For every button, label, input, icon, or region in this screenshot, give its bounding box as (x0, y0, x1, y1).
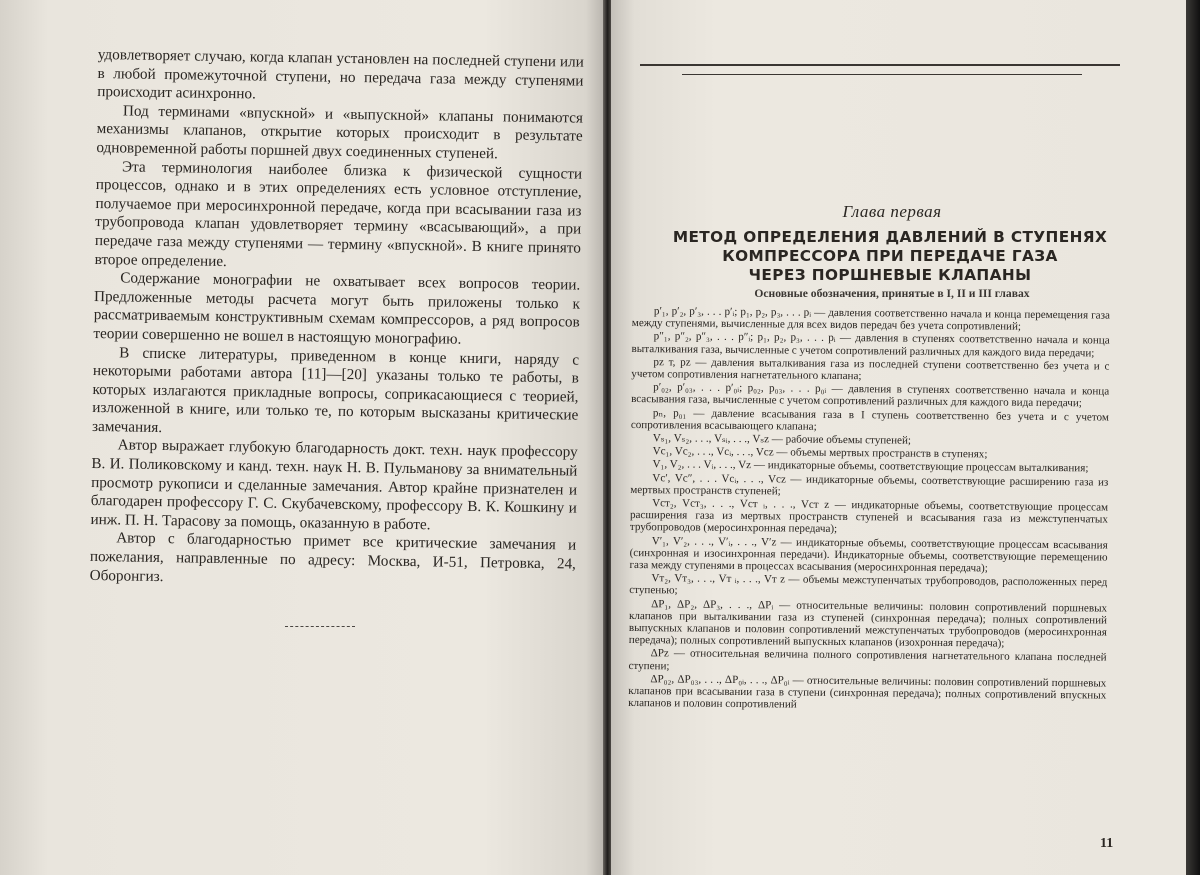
chapter-label: Глава первая (842, 202, 942, 221)
notation-entry: Vcт₂, Vcт₃, . . ., Vcт ᵢ, . . ., Vcт z — индикаторные объемы, соответствующие процессам расширения газа из мертвых пространств ступеней и всасывания газа из межступенчатых трубопроводов (меросинхронная передача); (629, 497, 1109, 536)
left-paragraph: удовлетворяет случаю, когда клапан установлен на последней ступени или в любой промежуточной ступени, но передача газа между ступенями происходит асинхронно. (97, 46, 584, 103)
notation-entry: Vc₁, Vc₂, . . ., Vcᵢ, . . ., Vcz — объемы мертвых пространств в ступенях; (652, 445, 988, 461)
header-rule (682, 74, 1082, 75)
left-paragraph: Автор выражает глубокую благодарность докт. техн. наук профессору В. И. Поликовскому и канд. техн. наук Н. В. Пульманову за внимательный просмотр рукописи и сделанные замечания. Автор крайне признателен и благодарен профессору Г. С. Скубачевскому, профессору В. К. Кошкину и инж. П. Н. Тарасову за помощь, оказанную в работе. (90, 436, 578, 534)
notation-entry: ΔPz — относительная величина полного сопротивления нагнетательного клапана последней ступени; (628, 647, 1107, 673)
book-edge (1186, 0, 1200, 875)
left-paragraph: Автор с благодарностью примет все критические замечания и пожелания, направленные по адресу: Москва, И-51, Петровка, 24, Оборонгиз. (89, 529, 577, 585)
chapter-title (640, 228, 1140, 285)
notation-subtitle: Основные обозначения, принятые в I, II и III главах (754, 287, 1030, 300)
notation-entry: pₙ, p₀₁ — давление всасывания газа в I ступень соответственно без учета и с учетом сопротивления всасывающего клапана; (630, 406, 1110, 433)
notation-entry: pz т, pz — давления выталкивания газа из последней ступени соответственно без учета и с учетом сопротивления нагнетательного клапана; (631, 356, 1110, 383)
notation-list (628, 305, 1110, 715)
notation-entry: Vc′, Vc″, . . . Vcᵢ, . . ., Vcz — индикаторные объемы, соответствующие расширению газа из мертвых пространств ступеней; (630, 471, 1109, 498)
notation-entry: p′₁, p′₂, p′₃, . . . p′ᵢ; p₁, p₂, p₃, . . . pᵢ — давления соответственно начала и конца перемещения газа между ступенями, вычисленные для всех видов передач без учета сопротивлений; (631, 305, 1110, 333)
notation-entry: p′₀₂, p′₀₃, . . . p′₀ᵢ; p₀₂, p₀₃, . . . p₀ᵢ — давления в ступенях соответственно начала и конца всасывания газа, вычисленные с учетом сопротивлений различных для каждого вида передачи; (631, 381, 1110, 410)
left-paragraph: Содержание монографии не охватывает всех вопросов теории. Предложенные методы расчета могут быть приложены только к рассматриваемым конструктивным схемам компрессоров, а ряд вопросов теории совершенно не вошел в настоящую монографию. (93, 269, 581, 348)
section-separator (285, 626, 355, 627)
notation-entry: V′₁, V′₂, . . ., V′ᵢ, . . ., V′z — индикаторные объемы, соответствующие процессам всасывания (синхронная и изосинхронная передачи). Индикаторные объемы, соответствующие перемещению газа между ступенями в процессах всасывания (меросинхронная передача); (629, 534, 1108, 575)
notation-entry: Vₛ₁, Vₛ₂, . . ., Vₛᵢ, . . ., Vₛz — рабочие объемы ступеней; (652, 432, 912, 447)
left-page-text (90, 46, 584, 593)
notation-entry: Vт₂, Vт₃, . . ., Vт ᵢ, . . ., Vт z — объемы межступенчатых трубопроводов, расположенных перед ступенью; (629, 572, 1108, 597)
left-paragraph: В списке литературы, приведенном в конце книги, наряду с некоторыми работами автора [11]—[20] указаны только те работы, в которых излагаются прикладные вопросы, соприкасающиеся с теорией, изложенной в книге, или только те, по которым высказаны критические замечания. (91, 343, 580, 436)
notation-entry: ΔP₁, ΔP₂, ΔP₃, . . ., ΔPᵢ — относительные величины: половин сопротивлений поршневых клапанов при выталкивании газа из ступеней (синхронная передача); полных сопротивлений выпускных клапанов и половин сопротивлений межступенчатых трубопроводов (меросинхронная передача); полных сопротивлений выпускных клапанов (изохронная передача); (628, 597, 1108, 650)
header-rule (640, 64, 1120, 66)
page-number: 11 (1100, 836, 1114, 851)
chapter-title-line: МЕТОД ОПРЕДЕЛЕНИЯ ДАВЛЕНИЙ В СТУПЕНЯХ (672, 228, 1108, 246)
notation-entry: ΔP₀₂, ΔP₀₃, . . ., ΔP₀ᵢ, . . ., ΔP₀ᵢ — относительные величины: половин сопротивлений поршневых клапанов при всасывании газа в ступени (синхронная передача); полных сопротивлений впускных клапанов и половин сопротивлений (628, 673, 1107, 711)
notation-entry: p″₁, p″₂, p″₃, . . . p″ᵢ; p₁, p₂, p₃, . . . pᵢ — давления в ступенях соответственно начала и конца выталкивания газа, вычисленные с учетом сопротивлений различных для каждого вида передачи; (631, 330, 1110, 360)
left-paragraph: Под терминами «впускной» и «выпускной» клапаны понимаются механизмы клапанов, открытие которых происходит в результате одновременной работы поршней двух соединенных ступеней. (96, 102, 584, 163)
chapter-title-line: КОМПРЕССОРА ПРИ ПЕРЕДАЧЕ ГАЗА (722, 247, 1058, 265)
chapter-title-line: ЧЕРЕЗ ПОРШНЕВЫЕ КЛАПАНЫ (748, 266, 1032, 284)
notation-entry: V₁, V₂, . . . Vᵢ, . . ., Vz — индикаторные объемы, соответствующие процессам выталкивания; (652, 458, 1089, 475)
left-paragraph: Эта терминология наиболее близка к физической сущности процессов, однако и в этих определениях есть условное отступление, получаемое при меросинхронной передаче, когда при всасывании газа из трубопровода клапан удовлетворяет термину «всасывающий», а при передаче газа между ступенями — термину «впускной». В книге принято второе определение. (94, 157, 583, 270)
